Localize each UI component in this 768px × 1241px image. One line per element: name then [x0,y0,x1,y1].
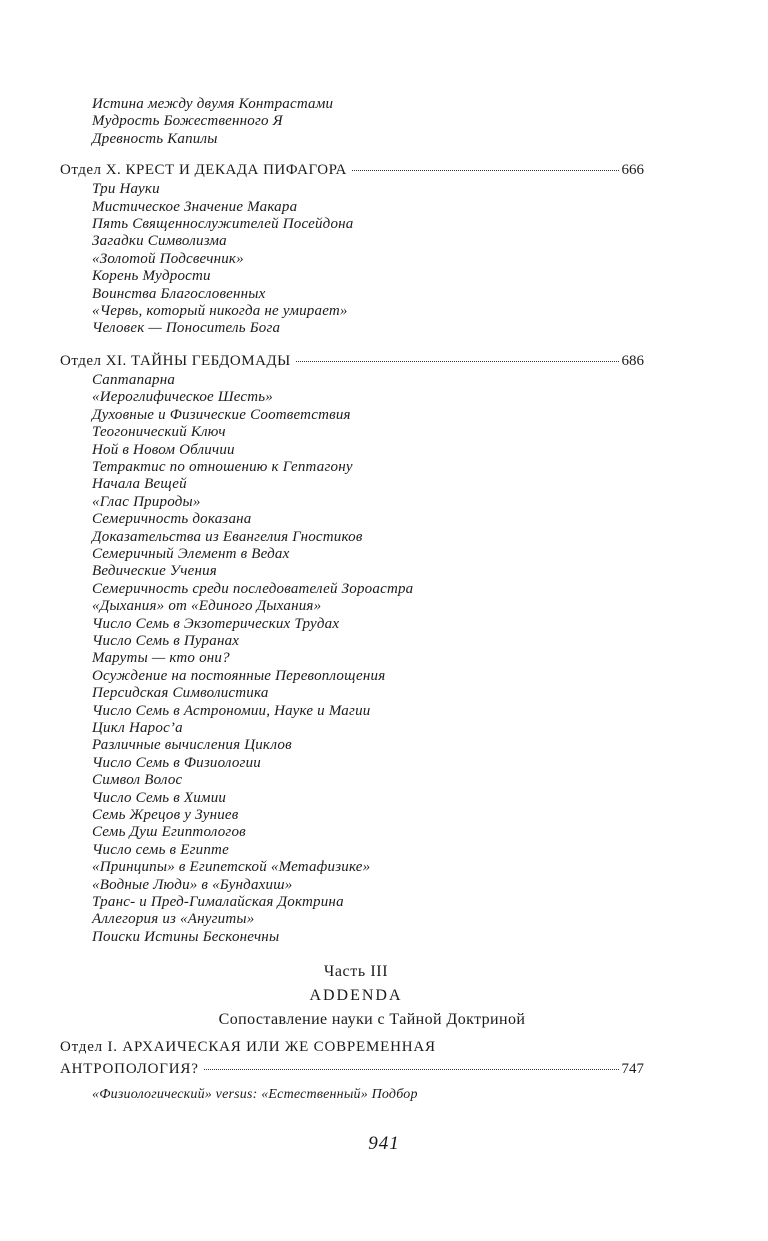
list-item: Число Семь в Пуранах [92,632,240,649]
list-item: Различные вычисления Циклов [92,737,292,754]
list-item: Начала Вещей [92,476,187,493]
list-item: Осуждение на постоянные Перевоплощения [92,667,386,684]
list-item: «Принципы» в Египетской «Метафизике» [92,859,371,876]
list-item: Корень Мудрости [92,268,211,285]
section-x-heading [60,161,644,179]
page-number: 941 [368,1133,400,1154]
list-item: Древность Капилы [92,130,218,147]
list-item: Мистическое Значение Макара [92,198,298,215]
list-item: «Водные Люди» в «Бундахиш» [92,876,293,893]
list-item: Тетрактис по отношению к Гептагону [92,458,353,475]
list-item: Число Семь в Физиологии [92,754,261,771]
list-item: Семеричность доказана [92,511,252,528]
part-label: Часть III [323,963,389,981]
list-item: Число семь в Египте [92,841,229,858]
section-i-title-line2: АНТРОПОЛОГИЯ? [60,1061,199,1078]
list-item: Ведические Учения [92,563,217,580]
section-xi-heading [60,352,644,370]
list-item: Семь Жрецов у Зуниев [92,807,239,824]
list-item: «Золотой Подсвечник» [92,250,244,267]
list-item: Семеричный Элемент в Ведах [92,545,290,562]
section-x-page-number: 666 [621,162,644,179]
list-item: Пять Священнослужителей Посейдона [92,216,354,233]
list-item: Число Семь в Экзотерических Трудах [92,615,340,632]
part-three-header [60,960,644,1032]
table-of-contents-page [60,96,644,1104]
list-item: Ной в Новом Обличии [92,441,235,458]
section-xi-page-number: 686 [621,352,644,369]
section-i-title-line1: Отдел I. АРХАИЧЕСКАЯ ИЛИ ЖЕ СОВРЕМЕННАЯ [60,1039,436,1056]
section-xi-title: Отдел XI. ТАЙНЫ ГЕБДОМАДЫ [60,352,291,369]
section-i-heading [60,1036,644,1080]
part-name: ADDENDA [309,987,403,1005]
list-item: Воинства Благословенных [92,285,266,302]
list-item: Загадки Символизма [92,233,227,250]
dot-leader [204,1069,619,1070]
list-item: Истина между двумя Контрастами [92,96,334,112]
list-item: «Глас Природы» [92,493,201,510]
section-x-items [60,181,644,338]
list-item: Семеричность среди последователей Зороастра [92,580,414,597]
list-item: Персидская Символистика [92,685,269,702]
dot-leader [296,361,619,362]
section-i-title-line2-row [60,1058,644,1080]
list-item: «Дыхания» от «Единого Дыхания» [92,598,322,615]
list-item: Транс- и Пред-Гималайская Доктрина [92,894,344,911]
list-item: Семь Душ Египтологов [92,824,246,841]
top-items-list [60,96,644,148]
list-item: Маруты — кто они? [92,650,230,667]
dot-leader [352,170,619,171]
list-item: Цикл Нарос’а [92,720,183,736]
list-item: Поиски Истины Бесконечны [92,928,280,945]
list-item: Человек — Поноситель Бога [92,320,281,337]
part-subtitle: Сопоставление науки с Тайной Доктриной [218,1011,526,1029]
list-item: Три Науки [92,181,160,198]
list-item: «Физиологический» versus: «Естественный» Подбор [92,1087,418,1103]
list-item: «Иероглифическое Шесть» [92,389,273,406]
list-item: Мудрость Божественного Я [92,113,283,130]
list-item: Число Семь в Астрономии, Науке и Магии [92,702,371,719]
section-i-page-number: 747 [621,1061,644,1078]
list-item: «Червь, который никогда не умирает» [92,303,348,320]
list-item: Аллегория из «Анугиты» [92,911,255,928]
list-item: Саптапарна [92,371,176,388]
list-item: Символ Волос [92,772,183,789]
list-item: Доказательства из Евангелия Гностиков [92,528,363,545]
section-xi-items [60,372,644,946]
list-item: Духовные и Физические Соответствия [92,406,351,423]
list-item: Число Семь в Химии [92,789,227,806]
list-item: Теогонический Ключ [92,424,226,441]
section-x-title: Отдел X. КРЕСТ И ДЕКАДА ПИФАГОРА [60,162,347,179]
